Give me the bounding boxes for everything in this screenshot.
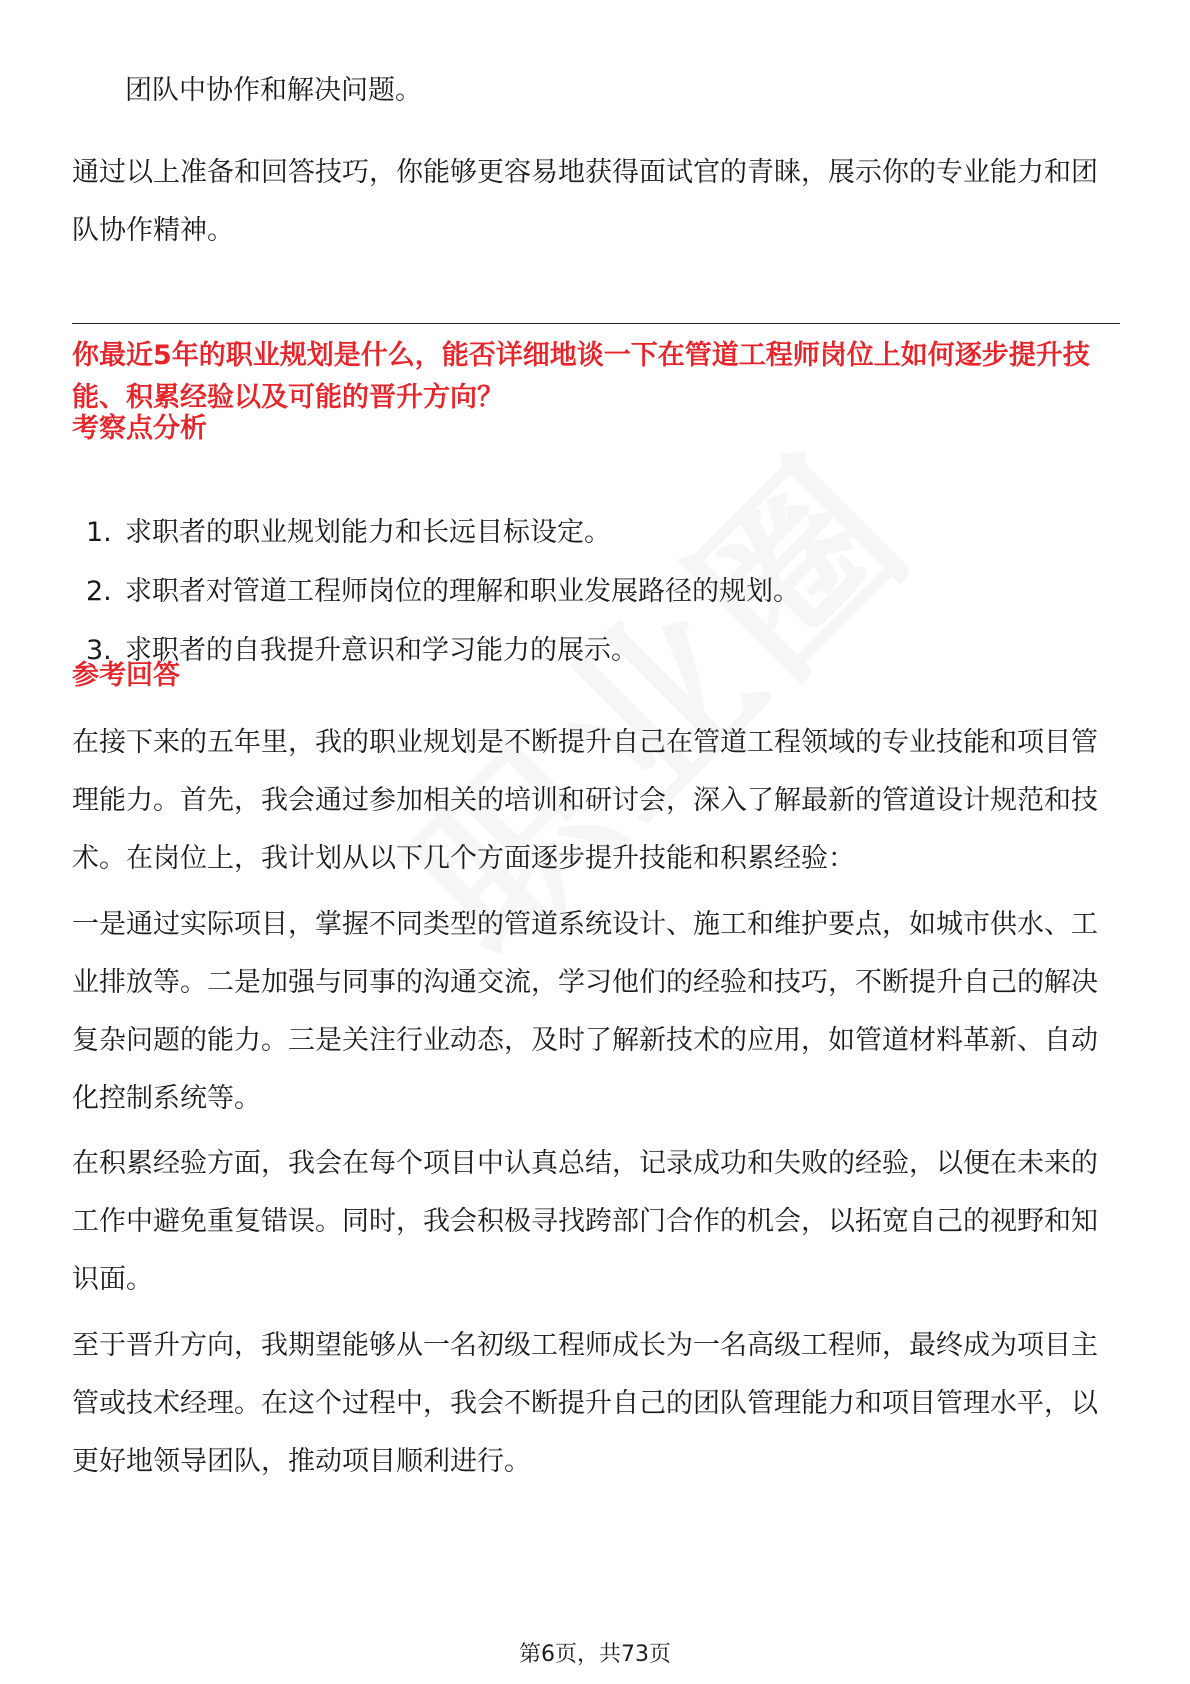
question-title: 你最近5年的职业规划是什么，能否详细地谈一下在管道工程师岗位上如何逐步提升技能、积累经验以及可能的晋升方向？ xyxy=(72,340,1090,413)
list-item-number: 3. xyxy=(86,635,112,666)
summary-paragraph: 通过以上准备和回答技巧，你能够更容易地获得面试官的青睐，展示你的专业能力和团队协作精神。 xyxy=(72,157,1098,246)
answer-paragraph-3: 在积累经验方面，我会在每个项目中认真总结，记录成功和失败的经验，以便在未来的工作中避免重复错误。同时，我会积极寻找跨部门合作的机会，以拓宽自己的视野和知识面。 xyxy=(72,1148,1098,1295)
analysis-list xyxy=(72,503,1120,680)
continuation-text: 团队中协作和解决问题。 xyxy=(125,75,422,106)
analysis-heading: 考察点分析 xyxy=(72,413,207,444)
list-item-text: 求职者对管道工程师岗位的理解和职业发展路径的规划。 xyxy=(125,576,800,607)
list-item-number: 1. xyxy=(86,517,112,548)
list-item-number: 2. xyxy=(86,576,112,607)
answer-paragraph-2: 一是通过实际项目，掌握不同类型的管道系统设计、施工和维护要点，如城市供水、工业排放等。二是加强与同事的沟通交流，学习他们的经验和技巧，不断提升自己的解决复杂问题的能力。三是关注行业动态，及时了解新技术的应用，如管道材料革新、自动化控制系统等。 xyxy=(72,909,1098,1114)
section-divider xyxy=(72,323,1120,324)
answer-heading: 参考回答 xyxy=(72,660,180,691)
answer-paragraph-4: 至于晋升方向，我期望能够从一名初级工程师成长为一名高级工程师，最终成为项目主管或技术经理。在这个过程中，我会不断提升自己的团队管理能力和项目管理水平，以更好地领导团队，推动项目顺利进行。 xyxy=(72,1330,1098,1477)
list-item xyxy=(72,621,1120,680)
list-item-text: 求职者的职业规划能力和长远目标设定。 xyxy=(125,517,611,548)
list-item xyxy=(72,562,1120,621)
list-item-text: 求职者的自我提升意识和学习能力的展示。 xyxy=(125,635,638,666)
list-item xyxy=(72,503,1120,562)
answer-paragraph-1: 在接下来的五年里，我的职业规划是不断提升自己在管道工程领域的专业技能和项目管理能力。首先，我会通过参加相关的培训和研讨会，深入了解最新的管道设计规范和技术。在岗位上，我计划从以下几个方面逐步提升技能和积累经验： xyxy=(72,727,1098,874)
page-number: 第6页，共73页 xyxy=(519,1642,671,1667)
